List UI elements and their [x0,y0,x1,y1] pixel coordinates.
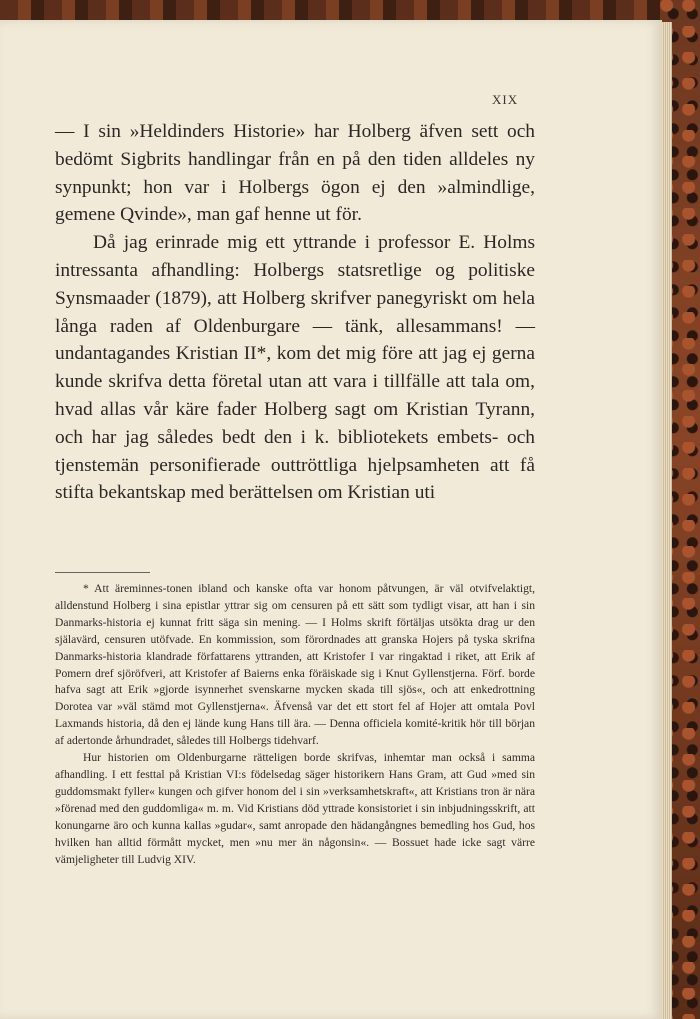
footnotes [55,581,535,868]
footnote-1: * Att äreminnes-tonen ibland och kanske ofta var honom påtvungen, är väl otvifvelaktigt, alldenstund Holberg i sina epistlar yttrar sig om censuren på ett sätt som tydligt visar, att han i sin Danmarks-historia ej kunnat fritt säga sin mening. — I Holms skrift förtäljas utsökta drag ur den själavärd, censuren utöfvade. En kommission, som förordnades att granska Hojers på tyska skrifna Danmarks-historia klandrade författarens yttranden, att Kristofer I var ringaktad i riket, att Erik af Pomern dref sjöröfveri, att Kristofer af Baierns enka föräiskade sig i Knut Gyllenstjerna. Förf. borde hafva sagt att Erik »gjorde isynnerhet svenskarne mycken skada till sjös«, och att enkedrottning Dorotea var »väl stämd mot Gyllenstjerna«. Äfvenså var det ett stort fel af Hojer att omtala Povl Laxmands historia, då den ej lände kung Hans till ära. — Denna officiela komité-kritik hör till början af adertonde århundradet, således till Holbergs tidehvarf. [55,582,535,748]
page-number: XIX [492,92,519,107]
footnote-divider [55,572,150,573]
footnote-2: Hur historien om Oldenburgarne rätteligen borde skrifvas, inhemtar man också i samma afhandling. I ett festtal på Kristian VI:s födelsedag säger historikern Hans Gram, att Gud »med sin guddomsmakt fyller« kungen och gifver honom del i sin »verksamhetskraft«, att Kristians tron är nära »förenad med den guddomliga« m. m. Vid Kristians död yttrade konsistoriet i sin inbjudningsskrift, att konungarne äro och kunna kallas »gudar«, samt anropade den hädangångnes bemedling hos Gud, hos hvilken han alltid förmått mycket, men »nu mer än någonsin«. — Bossuet hade icke sagt värre vämjeligheter till Ludvig XIV. [55,751,535,866]
main-text [55,118,535,507]
book-cover-top-edge [0,0,700,22]
paragraph-1: — I sin »Heldinders Historie» har Holberg äfven sett och bedömt Sigbrits handlingar från en på den tiden alldeles ny synpunkt; hon var i Holbergs ögon ej den »almindlige, gemene Qvinde», man gaf henne ut för. [55,121,535,226]
paragraph-2: Då jag erinrade mig ett yttrande i professor E. Holms intressanta afhandling: Holbergs statsretlige og politiske Synsmaader (1879), att Holberg skrifver panegyriskt om hela långa raden af Oldenburgare — tänk, allesammans! — undantagandes Kristian II*, kom det mig före att jag ej gerna kunde skrifva detta företal utan att vara i tillfälle att tala om, hvad allas vår käre fader Holberg sagt om Kristian Tyrann, och har jag således bedt den i k. bibliotekets embets- och tjenstemän personifierade outtröttliga hjelpsamheten att få stifta bekantskap med berättelsen om Kristian uti [55,232,535,504]
